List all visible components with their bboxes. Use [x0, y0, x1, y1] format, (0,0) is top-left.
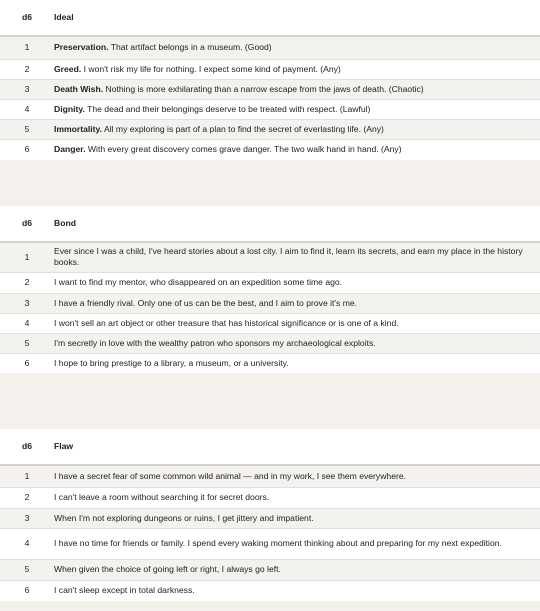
- flaw-column-header: Flaw: [54, 429, 540, 465]
- ideal-entry: [54, 119, 540, 139]
- roll-number: 6: [0, 353, 54, 373]
- bond-text: I hope to bring prestige to a library, a museum, or a university.: [54, 353, 540, 373]
- ideal-entry: [54, 36, 540, 59]
- ideal-text: With every great discovery comes grave danger. The two walk hand in hand. (Any): [85, 144, 402, 155]
- flaw-text: I can't leave a room without searching it for secret doors.: [54, 487, 540, 508]
- flaw-text: When I'm not exploring dungeons or ruins, I get jittery and impatient.: [54, 508, 540, 528]
- ideal-entry: [54, 99, 540, 119]
- ideal-text: Nothing is more exhilarating than a narrow escape from the jaws of death. (Chaotic): [103, 83, 424, 94]
- table-header-row: [0, 206, 540, 242]
- ideal-title: Dignity.: [54, 103, 85, 114]
- ideal-column-header: Ideal: [54, 0, 540, 36]
- table-row: [0, 580, 540, 601]
- table-row: [0, 333, 540, 353]
- ideal-entry: [54, 139, 540, 160]
- table-row: [0, 293, 540, 313]
- roll-number: 5: [0, 559, 54, 580]
- table-row: [0, 242, 540, 272]
- flaw-text: I have no time for friends or family. I spend every waking moment thinking about and preparing for my next expedition.: [54, 528, 540, 559]
- roll-number: 5: [0, 333, 54, 353]
- die-column-header: d6: [0, 206, 54, 242]
- roll-number: 3: [0, 293, 54, 313]
- bond-text: I'm secretly in love with the wealthy patron who sponsors my archaeological exploits.: [54, 333, 540, 353]
- roll-number: 4: [0, 99, 54, 119]
- roll-number: 5: [0, 119, 54, 139]
- ideal-text: All my exploring is part of a plan to find the secret of everlasting life. (Any): [102, 123, 384, 134]
- roll-number: 2: [0, 487, 54, 508]
- ideal-entry: [54, 59, 540, 79]
- roll-number: 2: [0, 59, 54, 79]
- table-row: [0, 465, 540, 487]
- ideal-text: That artifact belongs in a museum. (Good): [108, 42, 272, 53]
- bond-table: [0, 206, 540, 373]
- bond-text: I want to find my mentor, who disappeared on an expedition some time ago.: [54, 272, 540, 293]
- table-row: [0, 119, 540, 139]
- table-row: [0, 313, 540, 333]
- roll-number: 3: [0, 508, 54, 528]
- table-row: [0, 59, 540, 79]
- table-row: [0, 99, 540, 119]
- bond-column-header: Bond: [54, 206, 540, 242]
- table-row: [0, 36, 540, 59]
- roll-number: 6: [0, 580, 54, 601]
- ideal-title: Immortality.: [54, 123, 103, 134]
- roll-number: 1: [0, 465, 54, 487]
- ideal-table: [0, 0, 540, 160]
- die-column-header: d6: [0, 429, 54, 465]
- roll-number: 4: [0, 528, 54, 559]
- ideal-title: Preservation.: [54, 42, 109, 53]
- table-row: [0, 508, 540, 528]
- roll-number: 4: [0, 313, 54, 333]
- roll-number: 6: [0, 139, 54, 160]
- table-row: [0, 139, 540, 160]
- table-row: [0, 528, 540, 559]
- flaw-text: I can't sleep except in total darkness.: [54, 580, 540, 601]
- roll-number: 3: [0, 79, 54, 99]
- bond-text: Ever since I was a child, I've heard stories about a lost city. I aim to find it, learn its secrets, and earn my place in the history books.: [54, 242, 540, 272]
- ideal-entry: [54, 79, 540, 99]
- ideal-text: I won't risk my life for nothing. I expect some kind of payment. (Any): [81, 63, 341, 74]
- ideal-text: The dead and their belongings deserve to be treated with respect. (Lawful): [84, 103, 371, 114]
- table-header-row: [0, 0, 540, 36]
- bond-text: I have a friendly rival. Only one of us can be the best, and I aim to prove it's me.: [54, 293, 540, 313]
- bond-text: I won't sell an art object or other treasure that has historical significance or is one of a kind.: [54, 313, 540, 333]
- table-row: [0, 79, 540, 99]
- table-row: [0, 353, 540, 373]
- table-header-row: [0, 429, 540, 465]
- roll-number: 2: [0, 272, 54, 293]
- flaw-text: When given the choice of going left or right, I always go left.: [54, 559, 540, 580]
- roll-number: 1: [0, 36, 54, 59]
- flaw-text: I have a secret fear of some common wild animal — and in my work, I see them everywhere.: [54, 465, 540, 487]
- table-row: [0, 487, 540, 508]
- die-column-header: d6: [0, 0, 54, 36]
- ideal-title: Greed.: [54, 63, 82, 74]
- table-row: [0, 272, 540, 293]
- flaw-table: [0, 429, 540, 601]
- roll-number: 1: [0, 242, 54, 272]
- ideal-title: Danger.: [54, 144, 86, 155]
- ideal-title: Death Wish.: [54, 83, 104, 94]
- table-row: [0, 559, 540, 580]
